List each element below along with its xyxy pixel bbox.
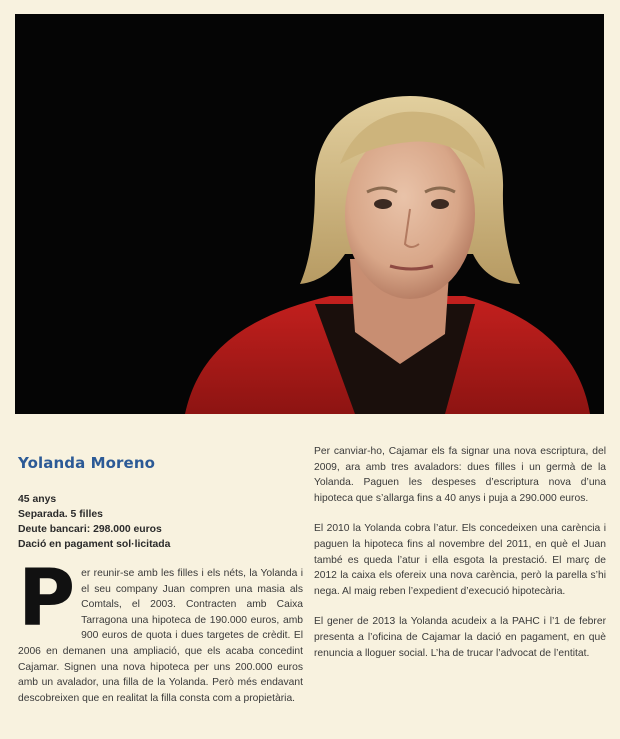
paragraph-1-text: er reunir-se amb les filles i els néts, la Yolanda i el seu company Juan compren una masia als Comtals, el 2003. Contracten amb Caixa Tarragona una hipoteca de 190.000 euros, amb 900 euros de quota i dues targetes de crèdit. El 2006 en demanen una ampliació, que els acaba concedint Cajamar. Signen una nova hipoteca per uns 200.000 euros amb un avalador, una filla de la Yolanda. Però més endavant descobreixen que en realitat la filla consta com a propietària. [18,568,303,704]
person-name: Yolanda Moreno [18,454,156,472]
article-paragraph-1 [18,554,303,706]
portrait-photo [15,14,604,414]
left-column [18,444,303,706]
drop-cap: P [18,554,76,644]
article-paragraph-4: El gener de 2013 la Yolanda acudeix a la PAHC i l’1 de febrer presenta a l’oficina de Cajamar la dació en pagament, en què renuncia a lloguer social. L’ha de trucar l’advocat de l’entitat. [314,616,606,659]
fact-age: 45 anys [18,494,57,505]
right-column [314,444,606,676]
article-paragraph-3: El 2010 la Yolanda cobra l’atur. Els concedeixen una carència i paguen la hipoteca fins al novembre del 2011, en què el Juan també es queda l’atur i ella esgota la prestació. El març de 2012 la caixa els ofereix una nova carència, però la parella s’hi nega. Al maig reben l’expedient d’execució hipotecària. [314,523,606,597]
profile-facts [18,492,303,552]
fact-family: Separada. 5 filles [18,509,103,520]
fact-status: Dació en pagament sol·licitada [18,539,171,550]
fact-debt: Deute bancari: 298.000 euros [18,524,162,535]
portrait-illustration [15,14,604,414]
article-paragraph-2: Per canviar-ho, Cajamar els fa signar una nova escriptura, del 2009, ara amb tres avaladors: dues filles i un germà de la Yolanda. Paguen les despeses d’escriptura nova d’una hipoteca que s’allarga fins a 40 anys i puja a 290.000 euros. [314,446,606,504]
